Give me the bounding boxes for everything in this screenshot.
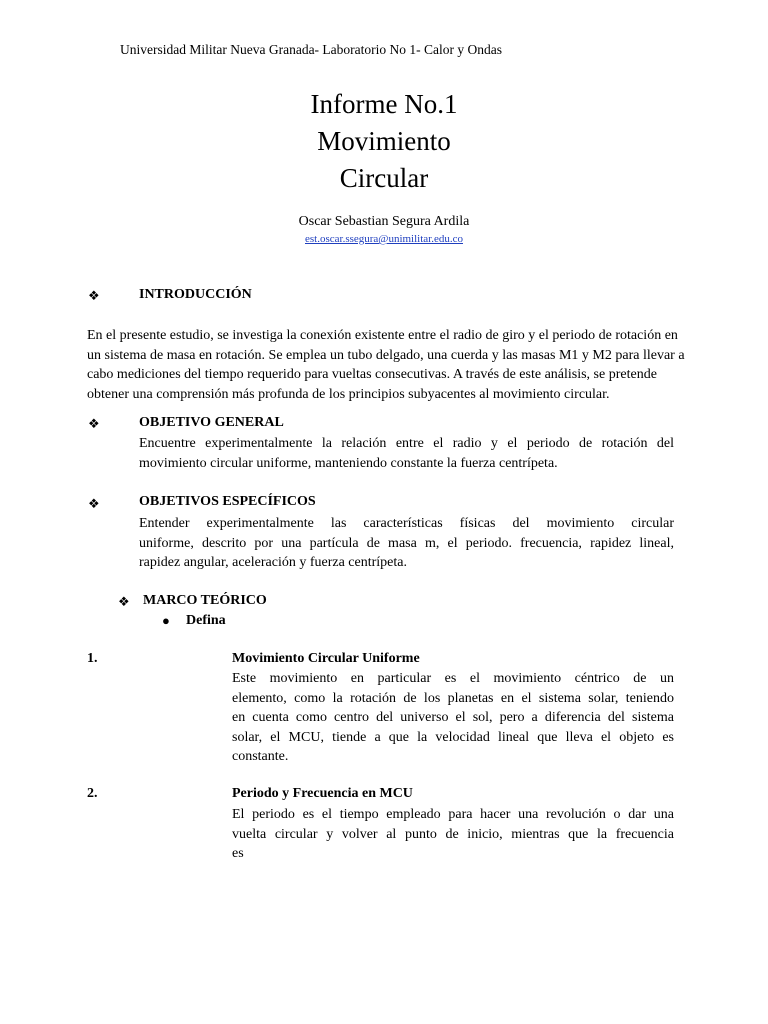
general-objective-heading: OBJETIVO GENERAL [139,415,284,430]
item-paragraph-2 [232,805,674,864]
intro-line: obtener una comprensión más profunda de los principios subyacentes al movimiento circular. [87,386,610,402]
specific-line: uniforme, descrito por una partícula de masa m, el periodo. frecuencia, rapidez lineal, [139,535,674,551]
general-line: Encuentre experimentalmente la relación entre el radio y el periodo de rotación del [139,436,674,451]
diamond-bullet-icon: ❖ [118,594,130,609]
general-line: movimiento circular uniforme, manteniendo constante la fuerza centrípeta. [139,455,558,471]
item-1-line: constante. [232,749,289,764]
general-objective-paragraph [139,434,674,473]
author-email-row [0,233,768,245]
diamond-bullet-icon: ❖ [88,288,100,303]
intro-line: un sistema de masa en rotación. Se emplea un tubo delgado, una cuerda y las masas M1 y M2 para llevar a [87,347,685,363]
intro-heading: INTRODUCCIÓN [139,287,252,302]
intro-paragraph [87,326,757,404]
specific-objectives-heading: OBJETIVOS ESPECÍFICOS [139,494,316,509]
diamond-bullet-icon: ❖ [88,416,100,431]
specific-line: Entender experimentalmente las características físicas del movimiento circular [139,516,674,531]
diamond-bullet-icon: ❖ [88,496,100,511]
intro-line: En el presente estudio, se investiga la conexión existente entre el radio de giro y el periodo de rotación en [87,328,678,343]
specific-line: rapidez angular, aceleración y fuerza centrípeta. [139,555,407,570]
theoretical-framework-heading: MARCO TEÓRICO [143,593,267,608]
intro-line: cabo mediciones del tiempo requerido para vueltas consecutivas. A través de este análisis, se pretende [87,367,657,382]
item-2-line: vuelta circular y volver al punto de inicio, mientras que la frecuencia [232,826,674,842]
item-number-1: 1. [87,651,98,666]
item-title-1: Movimiento Circular Uniforme [232,651,420,666]
running-header: Universidad Militar Nueva Granada- Laboratorio No 1- Calor y Ondas [120,42,503,57]
item-number-2: 2. [87,786,98,801]
author-email-link[interactable]: est.oscar.ssegura@unimilitar.edu.co [305,233,463,245]
round-bullet-icon: ● [162,613,170,628]
item-title-2: Periodo y Frecuencia en MCU [232,786,413,801]
title-line-1: Informe No.1 [310,89,458,119]
item-1-line: en cuenta como centro del universo el sol, pero a diferencia del sistema [232,710,674,725]
author-name: Oscar Sebastian Segura Ardila [298,214,470,229]
specific-objectives-paragraph [139,514,674,573]
item-1-line: elemento, como la rotación de los planetas en el sistema solar, teniendo [232,690,674,706]
item-2-line: es [232,846,244,861]
define-subheading: Defina [186,613,226,628]
item-2-line: El periodo es el tiempo empleado para hacer una revolución o dar una [232,807,674,822]
item-1-line: Este movimiento en particular es el movimiento céntrico de un [232,671,674,686]
title-line-2: Movimiento [317,126,451,156]
item-1-line: solar, el MCU, tiende a que la velocidad lineal que lleva el objeto es [232,729,674,745]
item-paragraph-1 [232,669,674,767]
title-line-3: Circular [339,163,429,193]
